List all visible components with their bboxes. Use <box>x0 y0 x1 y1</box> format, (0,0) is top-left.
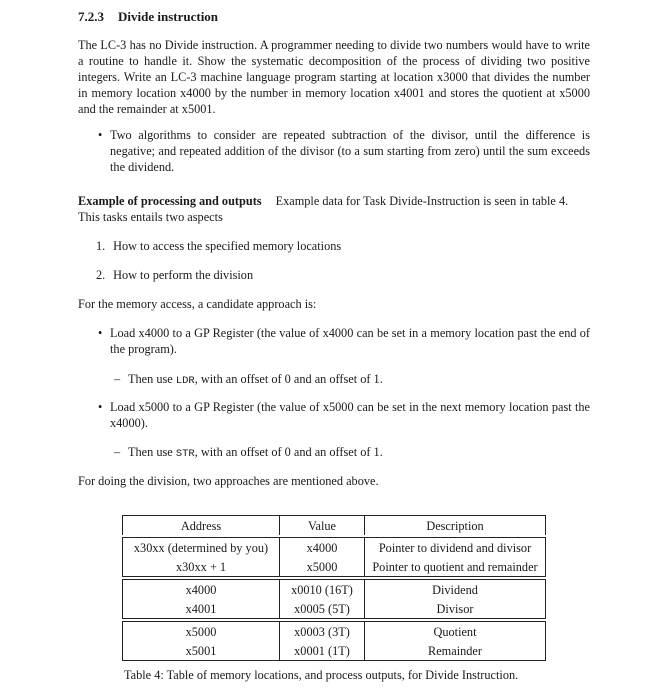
str-pre: Then use <box>128 445 173 459</box>
table-row <box>123 622 546 642</box>
table-cell: x5000 <box>280 557 365 577</box>
table-header: Description <box>365 516 546 536</box>
load-x4000-bullet <box>98 325 590 357</box>
section-number: 7.2.3 <box>78 9 104 24</box>
str-subitem <box>114 444 383 462</box>
table-cell: x4001 <box>123 599 280 619</box>
dash-icon: – <box>114 445 121 459</box>
example-heading: Example of processing and outputs <box>78 194 262 208</box>
table-header-row <box>123 516 546 536</box>
aspect-item <box>96 238 341 254</box>
ldr-pre: Then use <box>128 372 173 386</box>
dash-icon: – <box>114 372 121 386</box>
str-code: STR <box>175 448 195 460</box>
table-cell: Pointer to dividend and divisor <box>365 538 546 558</box>
table-cell: x0001 (1T) <box>280 641 365 661</box>
intro-paragraph: The LC-3 has no Divide instruction. A programmer needing to divide two numbers would have to write a routine to handle it. Show the systematic decomposition of the process of dividing two positive integers. Write an LC-3 machine language program starting at location x3000 that divides the number in memory location x4000 by the number in memory location x4001 and stores the quotient at x5000 and the remainder at x5001. <box>78 38 590 116</box>
ldr-post: , with an offset of 0 and an offset of 1. <box>194 372 383 386</box>
division-intro: For doing the division, two approaches are mentioned above. <box>78 474 379 488</box>
aspect-number: 2. <box>96 268 106 282</box>
table-cell: Pointer to quotient and remainder <box>365 557 546 577</box>
table-header: Value <box>280 516 365 536</box>
table-row <box>123 580 546 600</box>
table-cell: Dividend <box>365 580 546 600</box>
example-text: Example data for Task Divide-Instruction is seen in table 4. <box>275 194 569 208</box>
example-tail: This tasks entails two aspects <box>78 210 223 224</box>
section-heading <box>78 9 218 25</box>
bullet-icon: • <box>98 326 103 340</box>
example-paragraph <box>78 193 590 225</box>
bullet-icon: • <box>98 128 103 142</box>
table-row <box>123 557 546 577</box>
table-caption: Table 4: Table of memory locations, and process outputs, for Divide Instruction. <box>124 668 519 682</box>
table-cell: x0005 (5T) <box>280 599 365 619</box>
table-cell: Divisor <box>365 599 546 619</box>
ldr-subitem <box>114 371 383 389</box>
bullet-icon: • <box>98 400 103 414</box>
load-x5000-text: Load x5000 to a GP Register (the value of x5000 can be set in the next memory location past the x4000). <box>110 400 590 430</box>
table-cell: x30xx (determined by you) <box>123 538 280 558</box>
table-row <box>123 599 546 619</box>
aspect-text: How to perform the division <box>113 268 254 282</box>
table-header: Address <box>123 516 280 536</box>
table-cell: x0010 (16T) <box>280 580 365 600</box>
memory-table <box>122 515 546 661</box>
section-title: Divide instruction <box>118 9 219 24</box>
table-cell: x5001 <box>123 641 280 661</box>
table-cell: x4000 <box>280 538 365 558</box>
table-row <box>123 641 546 661</box>
aspect-number: 1. <box>96 239 106 253</box>
algorithms-bullet <box>98 127 590 175</box>
table-cell: x4000 <box>123 580 280 600</box>
table-cell: x30xx + 1 <box>123 557 280 577</box>
str-post: , with an offset of 0 and an offset of 1. <box>194 445 383 459</box>
aspect-item <box>96 267 253 283</box>
table-cell: Quotient <box>365 622 546 642</box>
table-cell: x0003 (3T) <box>280 622 365 642</box>
aspect-text: How to access the specified memory locations <box>113 239 342 253</box>
algorithms-bullet-text: Two algorithms to consider are repeated subtraction of the divisor, until the difference is negative; and repeated addition of the divisor (to a sum starting from zero) until the sum exceeds the dividend. <box>110 128 590 174</box>
table-cell: x5000 <box>123 622 280 642</box>
ldr-code: LDR <box>175 375 195 387</box>
table-cell: Remainder <box>365 641 546 661</box>
table-row <box>123 538 546 558</box>
load-x5000-bullet <box>98 399 590 431</box>
load-x4000-text: Load x4000 to a GP Register (the value of x4000 can be set in a memory location past the end of the program). <box>110 326 590 356</box>
memory-access-intro: For the memory access, a candidate approach is: <box>78 297 317 311</box>
